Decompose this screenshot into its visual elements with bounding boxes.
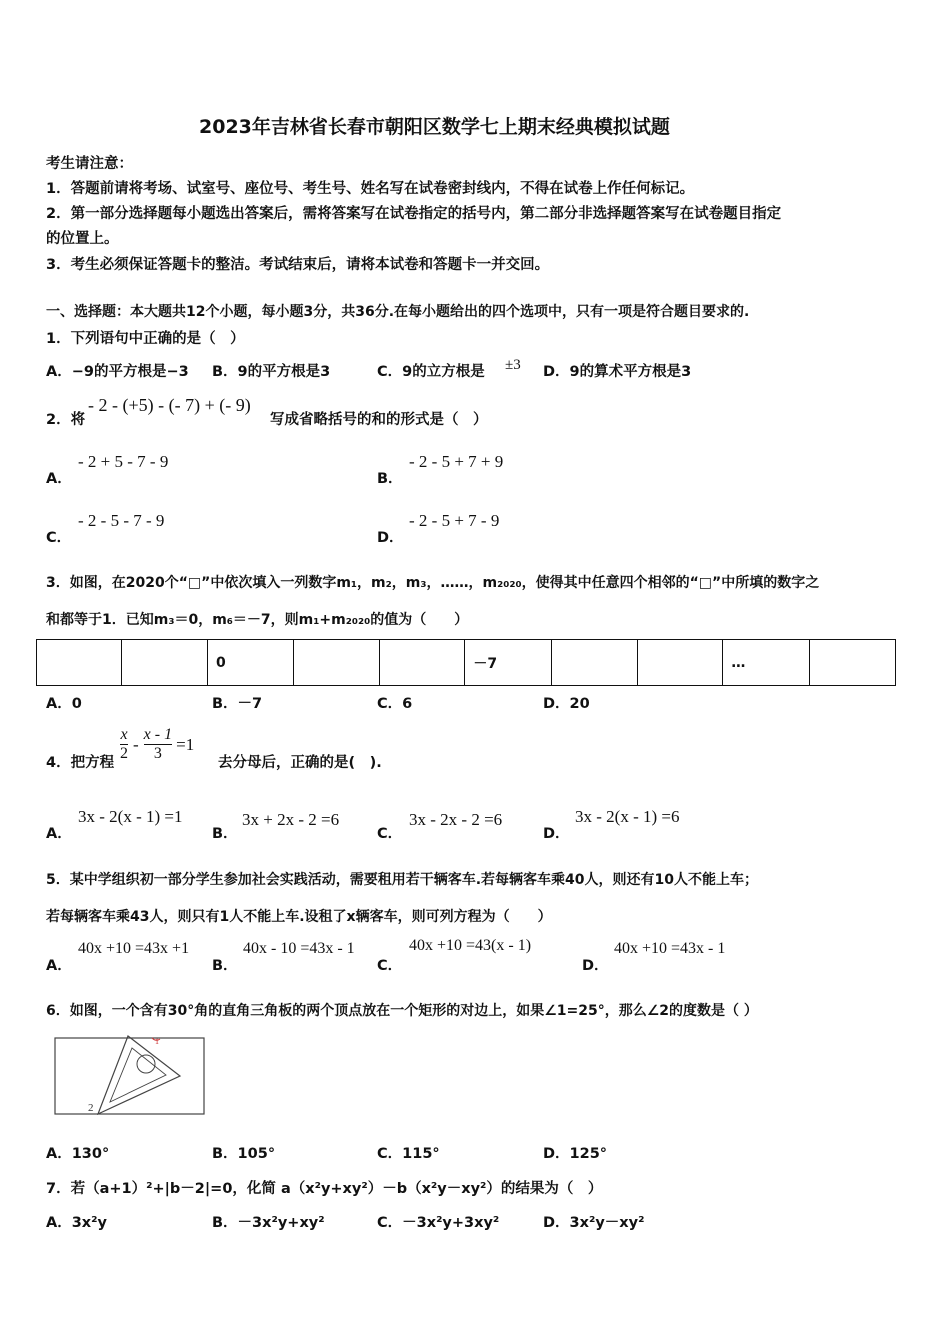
q6-option-d: D．125° [543,1146,608,1162]
q3-option-c: C．6 [377,696,413,712]
numerator: x - 1 [143,726,173,743]
q7-option-c: C．－3x²y+3xy² [377,1215,500,1231]
q5-label-d: D． [582,958,609,974]
q6-option-c: C．115° [377,1146,440,1162]
q5-label-b: B． [212,958,238,974]
sequence-cell [637,640,722,686]
sequence-cell [552,640,637,686]
q3-option-a: A．0 [46,696,82,712]
q4-equation [120,726,194,763]
q5-option-b: 40x - 10 =43x - 1 [243,940,355,957]
sequence-cell [294,640,379,686]
q4-prefix: 4．把方程 [46,755,115,771]
sequence-table [36,639,896,686]
sequence-cell: … [723,640,810,686]
q2-label-a: A． [46,471,72,487]
fraction [144,726,172,763]
rectangle [55,1038,204,1114]
q2-label-c: C． [46,530,72,546]
sequence-cell [810,640,896,686]
q2-expression: - 2 - (+5) - (- 7) + (- 9) [88,395,251,415]
numerator: x [120,726,128,743]
equals-one: =1 [176,734,195,754]
notice-item: 1．答题前请将考场、试室号、座位号、考生号、姓名写在试卷密封线内，不得在试卷上作任何标记。 [46,181,695,197]
q3-stem-line2: 和都等于1．已知m₃＝0，m₆＝－7，则m₁+m₂₀₂₀的值为（ ） [46,612,469,628]
q4-label-b: B． [212,826,238,842]
denominator: 2 [120,745,128,762]
q3-option-d: D．20 [543,696,590,712]
q7-stem: 7．若（a+1）²+|b－2|=0，化简 a（x²y+xy²）－b（x²y－xy²）的结果为（ ） [46,1181,603,1197]
q4-label-c: C． [377,826,403,842]
q2-option-b: - 2 - 5 + 7 + 9 [409,452,504,471]
q6-option-a: A．130° [46,1146,110,1162]
section-heading: 一、选择题：本大题共12个小题，每小题3分，共36分.在每小题给出的四个选项中，只有一项是符合题目要求的. [46,304,750,320]
q2-label-b: B． [377,471,403,487]
q4-option-d: 3x - 2(x - 1) =6 [575,807,680,826]
page-title: 2023年吉林省长春市朝阳区数学七上期末经典模拟试题 [199,116,670,138]
q1-option-c-math: ±3 [505,357,521,373]
minus-sign: - [133,734,139,754]
sequence-cell [379,640,464,686]
sequence-cell [122,640,207,686]
q6-figure [52,1032,208,1118]
notice-item: 3．考生必须保证答题卡的整洁。考试结束后，请将本试卷和答题卡一并交回。 [46,257,550,273]
angle-label-2: 2 [88,1102,94,1114]
q1-option-d: D．9的算术平方根是3 [543,364,692,380]
notice-heading: 考生请注意： [46,156,133,172]
q6-stem: 6．如图，一个含有30°角的直角三角板的两个顶点放在一个矩形的对边上，如果∠1=25°，那么∠2的度数是（ ） [46,1003,758,1019]
q4-option-c: 3x - 2x - 2 =6 [409,810,503,829]
q4-label-a: A． [46,826,72,842]
q2-option-c: - 2 - 5 - 7 - 9 [78,511,165,530]
q5-stem-line2: 若每辆客车乘43人，则只有1人不能上车.设租了x辆客车，则可列方程为（ ） [46,909,552,925]
q2-suffix: 写成省略括号的和的形式是（ ） [270,412,488,428]
q5-option-d: 40x +10 =43x - 1 [614,940,726,957]
triangle-ruler-inner [110,1048,166,1102]
denominator: 3 [153,745,162,762]
q6-option-b: B．105° [212,1146,276,1162]
q5-option-c: 40x +10 =43(x - 1) [409,937,532,954]
q3-option-b: B．－7 [212,696,263,712]
q5-option-a: 40x +10 =43x +1 [78,940,190,957]
q2-option-d: - 2 - 5 + 7 - 9 [409,511,500,530]
q2-label-d: D． [377,530,404,546]
angle-label-1: 1 [155,1037,159,1046]
q4-label-d: D． [543,826,570,842]
q5-label-c: C． [377,958,403,974]
notice-item: 的位置上。 [46,231,119,247]
sequence-cell [37,640,122,686]
q5-label-a: A． [46,958,72,974]
question-1-stem: 1．下列语句中正确的是（ ） [46,331,245,347]
fraction [120,726,128,763]
q4-option-b: 3x + 2x - 2 =6 [242,810,340,829]
sequence-cell: －7 [465,640,552,686]
q1-option-b: B．9的平方根是3 [212,364,331,380]
q7-option-d: D．3x²y－xy² [543,1215,645,1231]
sequence-cell: 0 [207,640,294,686]
q7-option-a: A．3x²y [46,1215,107,1231]
q2-option-a: - 2 + 5 - 7 - 9 [78,452,169,471]
q1-option-c: C．9的立方根是 [377,364,485,380]
q3-stem-line1: 3．如图，在2020个“□”中依次填入一列数字m₁，m₂，m₃，……，m₂₀₂₀，使得其中任意四个相邻的“□”中所填的数字之 [46,575,820,591]
q5-stem-line1: 5．某中学组织初一部分学生参加社会实践活动，需要租用若干辆客车.若每辆客车乘40人，则还有10人不能上车； [46,872,759,888]
notice-item: 2．第一部分选择题每小题选出答案后，需将答案写在试卷指定的括号内，第二部分非选择题答案写在试卷题目指定 [46,206,782,222]
q4-suffix: 去分母后，正确的是( ). [218,755,382,771]
q2-prefix: 2．将 [46,412,86,428]
q4-option-a: 3x - 2(x - 1) =1 [78,807,183,826]
q7-option-b: B．－3x²y+xy² [212,1215,325,1231]
q1-option-a: A．−9的平方根是−3 [46,364,189,380]
